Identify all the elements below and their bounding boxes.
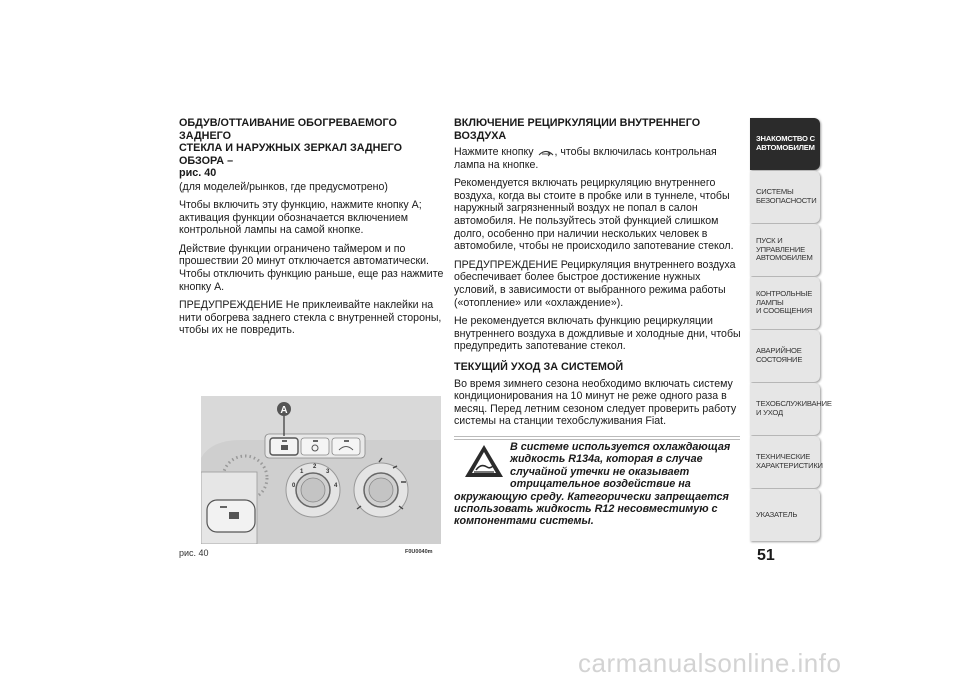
tab-label: АВТОМОБИЛЕМ <box>756 143 815 152</box>
tab-label: ПУСК И УПРАВЛЕНИЕ <box>756 236 805 254</box>
text-run: Нажмите кнопку <box>454 146 534 158</box>
fan-speed-0: 0 <box>292 483 296 489</box>
warning-line: случайной утечки не оказывает <box>510 465 690 478</box>
tab-label: СОСТОЯНИЕ <box>756 355 803 364</box>
paragraph: Не рекомендуется включать функцию рециркуляции внутреннего воздуха в дождливые и холодные дни, чтобы предупредить запотевание стекол. <box>454 315 741 353</box>
text-run: , чтобы включилась контрольная лампа на кнопке. <box>454 146 717 171</box>
fan-speed-1: 1 <box>300 469 304 475</box>
warning-paragraph: ПРЕДУПРЕЖДЕНИЕ Не приклеивайте наклейки на нити обогрева заднего стекла с внутренней стороны, чтобы их не повредить. <box>179 299 442 337</box>
tab-label: ТЕХОБСЛУЖИВАНИЕ <box>756 399 832 409</box>
paragraph: Рекомендуется включать рециркуляцию внутреннего воздуха, когда вы стоите в пробке или в туннеле, чтобы наружный загрязненный воздух не попал в салон автомобиля. Не пользуйтесь этой функцией слишком долго, особенно при наличии нескольких человек в автомобиле, чтобы не происходило запотевание стекол. <box>454 177 734 253</box>
paragraph <box>454 146 744 171</box>
tab-label: СИСТЕМЫ <box>756 187 794 197</box>
tab-label: БЕЗОПАСНОСТИ <box>756 196 817 205</box>
fan-speed-3: 3 <box>326 469 330 475</box>
chapter-tabs <box>750 118 832 542</box>
paragraph: Действие функции ограничено таймером и по прошествии 20 минут отключается автоматически. Чтобы отключить функцию раньше, еще раз нажмите кнопку A. <box>179 242 444 293</box>
tab-label: КОНТРОЛЬНЫЕ <box>756 289 813 299</box>
section-heading: ВКЛЮЧЕНИЕ РЕЦИРКУЛЯЦИИ ВНУТРЕННЕГО ВОЗДУХА <box>454 117 701 142</box>
warning-line: В системе используется охлаждающая <box>510 441 731 453</box>
fan-speed-2: 2 <box>313 464 317 470</box>
paragraph: Чтобы включить эту функцию, нажмите кнопку A; активация функции обозначается включением контрольной лампы на самой кнопке. <box>179 199 422 237</box>
paragraph: Во время зимнего сезона необходимо включать систему кондиционирования на 10 минут не реже одного раза в месяц. Перед летним сезоном следует проверить работу системы на станции техобслуживания Fiat. <box>454 377 737 428</box>
tab-safety[interactable] <box>750 171 820 223</box>
heading-figure-ref: рис. 40 <box>179 167 217 179</box>
section-heading: ТЕКУЩИЙ УХОД ЗА СИСТЕМОЙ <box>454 360 624 373</box>
tab-starting-driving[interactable] <box>750 224 820 276</box>
page-number: 51 <box>757 547 775 564</box>
divider <box>454 439 740 440</box>
callout-a-label: A <box>280 405 288 416</box>
warning-line: отрицательное воздействие на <box>510 478 691 491</box>
tab-label: И СООБЩЕНИЯ <box>756 306 813 316</box>
tab-emergency[interactable] <box>750 330 820 382</box>
tab-label: УКАЗАТЕЛЬ <box>756 509 798 519</box>
tab-specifications[interactable] <box>750 436 823 488</box>
tab-label: И УХОД <box>756 408 783 417</box>
tab-getting-to-know[interactable] <box>750 118 820 170</box>
tab-label: АВТОМОБИЛЕМ <box>756 253 813 263</box>
recirculation-icon <box>537 148 555 157</box>
heading-line: СТЕКЛА И НАРУЖНЫХ ЗЕРКАЛ ЗАДНЕГО ОБЗОРА – <box>179 142 403 167</box>
right-column <box>454 117 744 434</box>
tab-label: ХАРАКТЕРИСТИКИ <box>756 461 823 470</box>
tab-maintenance[interactable] <box>750 383 832 435</box>
availability-note: (для моделей/рынков, где предусмотрено) <box>179 180 388 193</box>
tab-label: ТЕХНИЧЕСКИЕ <box>756 452 811 462</box>
climate-panel-illustration <box>201 396 441 544</box>
tab-index[interactable] <box>750 489 820 541</box>
tab-warning-lights[interactable] <box>750 277 820 329</box>
tab-label: ЛАМПЫ <box>756 297 784 307</box>
left-column <box>179 117 449 343</box>
figure-code: F0U0040m <box>405 549 433 555</box>
tab-label: АВАРИЙНОЕ <box>756 346 802 356</box>
warning-line: жидкость R134a, которая в случае <box>510 453 703 466</box>
fan-speed-4: 4 <box>334 483 338 489</box>
environment-warning <box>454 441 740 528</box>
watermark: carmanualsonline.info <box>578 648 842 678</box>
tab-label: ЗНАКОМСТВО С <box>756 134 815 144</box>
divider <box>454 436 740 437</box>
warning-line: окружающую среду. Категорически запрещается использовать жидкость R12 несовместимую с компонентами системы. <box>454 490 729 528</box>
warning-paragraph: ПРЕДУПРЕЖДЕНИЕ Рециркуляция внутреннего воздуха обеспечивает более быстрое достижение нужных условий, в зависимости от выбранного режима работы («отопление» или «охлаждение»). <box>454 258 736 309</box>
figure-caption: рис. 40 <box>179 548 209 558</box>
heading-line: ОБДУВ/ОТТАИВАНИЕ ОБОГРЕВАЕМОГО ЗАДНЕГО <box>179 117 397 142</box>
section-heading <box>179 117 449 180</box>
